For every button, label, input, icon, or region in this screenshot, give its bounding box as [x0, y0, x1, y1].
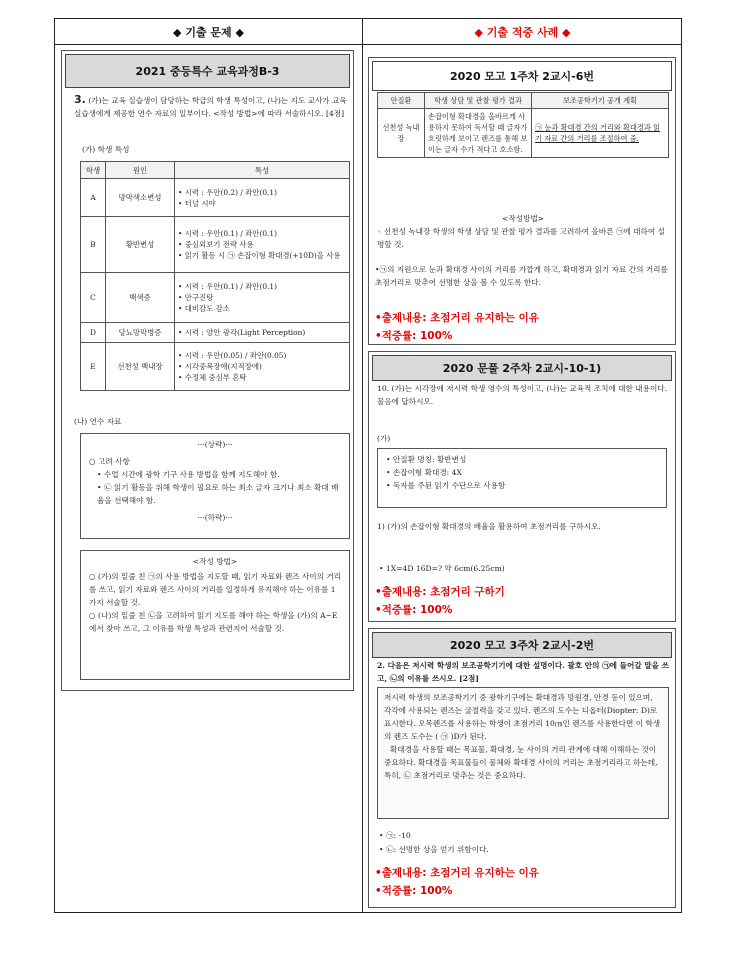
writing-method-1: ○ (가)의 밑줄 친 ㉠의 사용 방법을 지도할 때, 읽기 자료와 렌즈 사이의 거리를 쓰고, 읽기 자료와 렌즈 사이의 거리를 일정하게 유지해야 하는 이유를 1가지 서술할 것. [89, 572, 341, 607]
cause-cell: 백색증 [106, 273, 175, 323]
exam-question-card [61, 50, 354, 691]
trait-item: • 수정체 중심부 혼탁 [178, 373, 247, 382]
case-2-answer: • 1X=4D 16D=? 약 6cm(6.25cm) [379, 564, 505, 573]
writing-method-label: <작성 방법> [192, 557, 238, 566]
case-1-td-plan: ㉠ 눈과 확대경 간의 거리와 확대경과 읽기 자료 간의 거리를 조절하여 줌. [532, 109, 669, 158]
student-cell: D [81, 323, 106, 343]
traits-cell [175, 179, 350, 217]
case-1-th-result: 학생 상담 및 관찰 평가 결과 [425, 93, 532, 109]
student-cell: B [81, 217, 106, 273]
case-2-item-1: • 안질환 명칭: 황반변성 [386, 455, 467, 464]
trait-item: • 대비감도 감소 [178, 304, 230, 313]
traits-cell [175, 273, 350, 323]
trait-item: • 시력 : 양안 광각(Light Perception) [178, 328, 306, 337]
na-label: (나) 연수 자료 [74, 417, 122, 426]
case-2-content: •출제내용: 초점거리 구하기 [375, 586, 505, 598]
student-cell: E [81, 343, 106, 391]
case-1-table [377, 92, 669, 158]
case-1-method-label: <작성방법> [501, 214, 545, 223]
col-student: 학생 [81, 162, 106, 179]
trait-item: • 시력 : 우안(0.1) / 좌안(0.1) [178, 282, 277, 291]
case-3-content: •출제내용: 초점거리 유지하는 이유 [375, 867, 539, 879]
case-1-th-disease: 안질환 [378, 93, 425, 109]
case-1-td-disease: 선천성 녹내장 [378, 109, 425, 158]
cause-cell: 망막색소변성 [106, 179, 175, 217]
traits-cell [175, 343, 350, 391]
col-cause: 원인 [106, 162, 175, 179]
case-2-ga: (가) [377, 434, 391, 443]
question-body: (가)는 교육 실습생이 담당하는 학급의 학생 특성이고, (나)는 지도 교사가 교육 실습생에게 제공한 연수 자료의 일부이다. <작성 방법>에 따라 서술하시오. [4점] [74, 96, 347, 118]
exam-title: 2021 중등특수 교육과정B-3 [65, 54, 350, 88]
cause-cell: 당뇨망막병증 [106, 323, 175, 343]
case-card-1 [368, 57, 676, 345]
table-row [81, 273, 350, 323]
ga-label: (가) 학생 특성 [82, 145, 130, 154]
writing-method-2: ○ (나)의 밑줄 친 ㉡을 고려하여 읽기 지도를 해야 하는 학생을 (가)의 A~E에서 찾아 쓰고, 그 이유를 학생 특성과 관련지어 서술할 것. [89, 611, 338, 633]
trait-item: • 읽기 활동 시 ㉠ 손잡이형 확대경(+10D)을 사용 [178, 251, 341, 260]
traits-cell [175, 323, 350, 343]
student-traits-table [80, 161, 350, 391]
training-material-box [80, 433, 350, 539]
case-1-rate: •적중률: 100% [375, 330, 453, 342]
case-3-question: 2. 다음은 저시력 학생의 보조공학기기에 대한 설명이다. 괄호 안의 ㉠에 들어갈 말을 쓰고, ㉡의 이유를 쓰시오. [2점] [377, 661, 669, 683]
case-1-title: 2020 모고 1주차 2교시-6번 [372, 61, 672, 91]
trait-item: • 시력 : 우안(0.1) / 좌안(0.1) [178, 229, 277, 238]
case-card-3 [368, 628, 676, 908]
case-3-answer-1: • ㉠: -10 [379, 831, 411, 840]
case-1-answer: •㉠의 지원으로 눈과 확대경 사이의 거리를 가깝게 하고, 확대경과 읽기 자료 간의 거리를 초점거리로 맞추어 선명한 상을 볼 수 있도록 한다. [375, 265, 668, 287]
trait-item: • 중심외보기 전략 사용 [178, 240, 254, 249]
trait-item: • 안구진탕 [178, 293, 214, 302]
consider-item-1: • 수업 시간에 광학 기구 사용 방법을 함께 지도해야 함. [97, 470, 280, 479]
case-1-th-plan: 보조공학기기 공개 계획 [532, 93, 669, 109]
writing-method-box [80, 550, 350, 680]
col-traits: 특성 [175, 162, 350, 179]
case-3-answer-2: • ㉡: 선명한 상을 얻기 위함이다. [379, 845, 489, 854]
table-row [81, 217, 350, 273]
case-1-method [377, 212, 669, 251]
omitted-bottom: ···(하략)··· [197, 513, 233, 522]
case-2-subq: 1) (가)의 손잡이형 확대경의 배율을 활용하여 초점거리를 구하시오. [377, 522, 601, 531]
case-3-box-para-2: 확대경을 사용할 때는 목표물, 확대경, 눈 사이의 거리 관계에 대해 이해하는 것이 중요하다. 확대경을 목표물들이 물체와 확대경 사이의 거리는 초점거리라고 하는데, 특히, ㉡ 초점거리로 맞추는 것은 중요하다. [384, 745, 658, 780]
student-cell: A [81, 179, 106, 217]
traits-cell [175, 217, 350, 273]
consider-item-2: • ㉡ 읽기 활동을 위해 학생이 필요로 하는 최소 글자 크기나 최소 확대 배율을 선택해야 함. [97, 483, 339, 505]
consider-label: ○ 고려 사항 [89, 457, 130, 466]
table-row [81, 179, 350, 217]
case-2-rate: •적중률: 100% [375, 604, 453, 616]
trait-item: • 시력 : 우안(0.2) / 좌안(0.1) [178, 187, 277, 197]
trait-item: • 시력 : 우안(0.05) / 좌안(0.05) [178, 351, 287, 360]
case-2-item-2: • 손잡이형 확대경: 4X [386, 468, 462, 477]
case-1-td-result: 손잡이형 확대경을 올바르게 사용하지 못하여 독서할 때 글자가 흐릿하게 보이고 렌즈를 통해 보이는 글자 수가 적다고 호소함. [425, 109, 532, 158]
cause-cell: 선천성 백내장 [106, 343, 175, 391]
right-column-header: ◆ 기출 적중 사례 ◆ [363, 19, 682, 45]
question-text [74, 93, 356, 120]
cause-cell: 황반변성 [106, 217, 175, 273]
page-frame [54, 18, 682, 913]
case-2-title: 2020 문풀 2주차 2교시-10-1) [372, 355, 672, 381]
case-3-box [377, 687, 669, 819]
case-2-item-3: • 독자를 주된 읽기 수단으로 사용함 [386, 481, 506, 490]
trait-item: • 시각중복장애(지적장애) [178, 362, 262, 371]
column-divider [362, 19, 363, 912]
case-2-box [377, 448, 667, 508]
case-3-title: 2020 모고 3주차 2교시-2번 [372, 632, 672, 658]
case-2-question: 10. (가)는 시각장애 저시력 학생 영수의 특성이고, (나)는 교육적 조치에 대한 내용이다. 물음에 답하시오. [377, 384, 668, 406]
student-cell: C [81, 273, 106, 323]
table-row [81, 343, 350, 391]
left-column-header: ◆ 기출 문제 ◆ [55, 19, 362, 45]
omitted-top: ···(상략)··· [197, 440, 233, 449]
trait-item: • 터널 시야 [178, 198, 216, 208]
table-row [81, 323, 350, 343]
case-1-content: •출제내용: 초점거리 유지하는 이유 [375, 312, 539, 324]
case-1-method-text: ◦ 선천성 녹내장 학생의 학생 상담 및 관찰 평가 결과를 고려하여 올바른 ㉠에 대하여 설명할 것. [377, 227, 665, 249]
question-number: 3. [74, 93, 86, 106]
case-3-rate: •적중률: 100% [375, 885, 453, 897]
case-3-box-para-1: 저시력 학생의 보조공학기기 중 광학기구에는 확대경과 망원경, 안경 등이 있으며, 각각에 사용되는 렌즈는 굴절력을 갖고 있다. 렌즈의 도수는 디옵터(Diopter: D)로 표시한다. 오목렌즈를 사용하는 학생이 초점거리 10㎝인 렌즈를 사용한다면 이 학생의 렌즈 도수는 ( ㉠ )D가 된다. [384, 693, 661, 741]
case-card-2 [368, 351, 676, 622]
